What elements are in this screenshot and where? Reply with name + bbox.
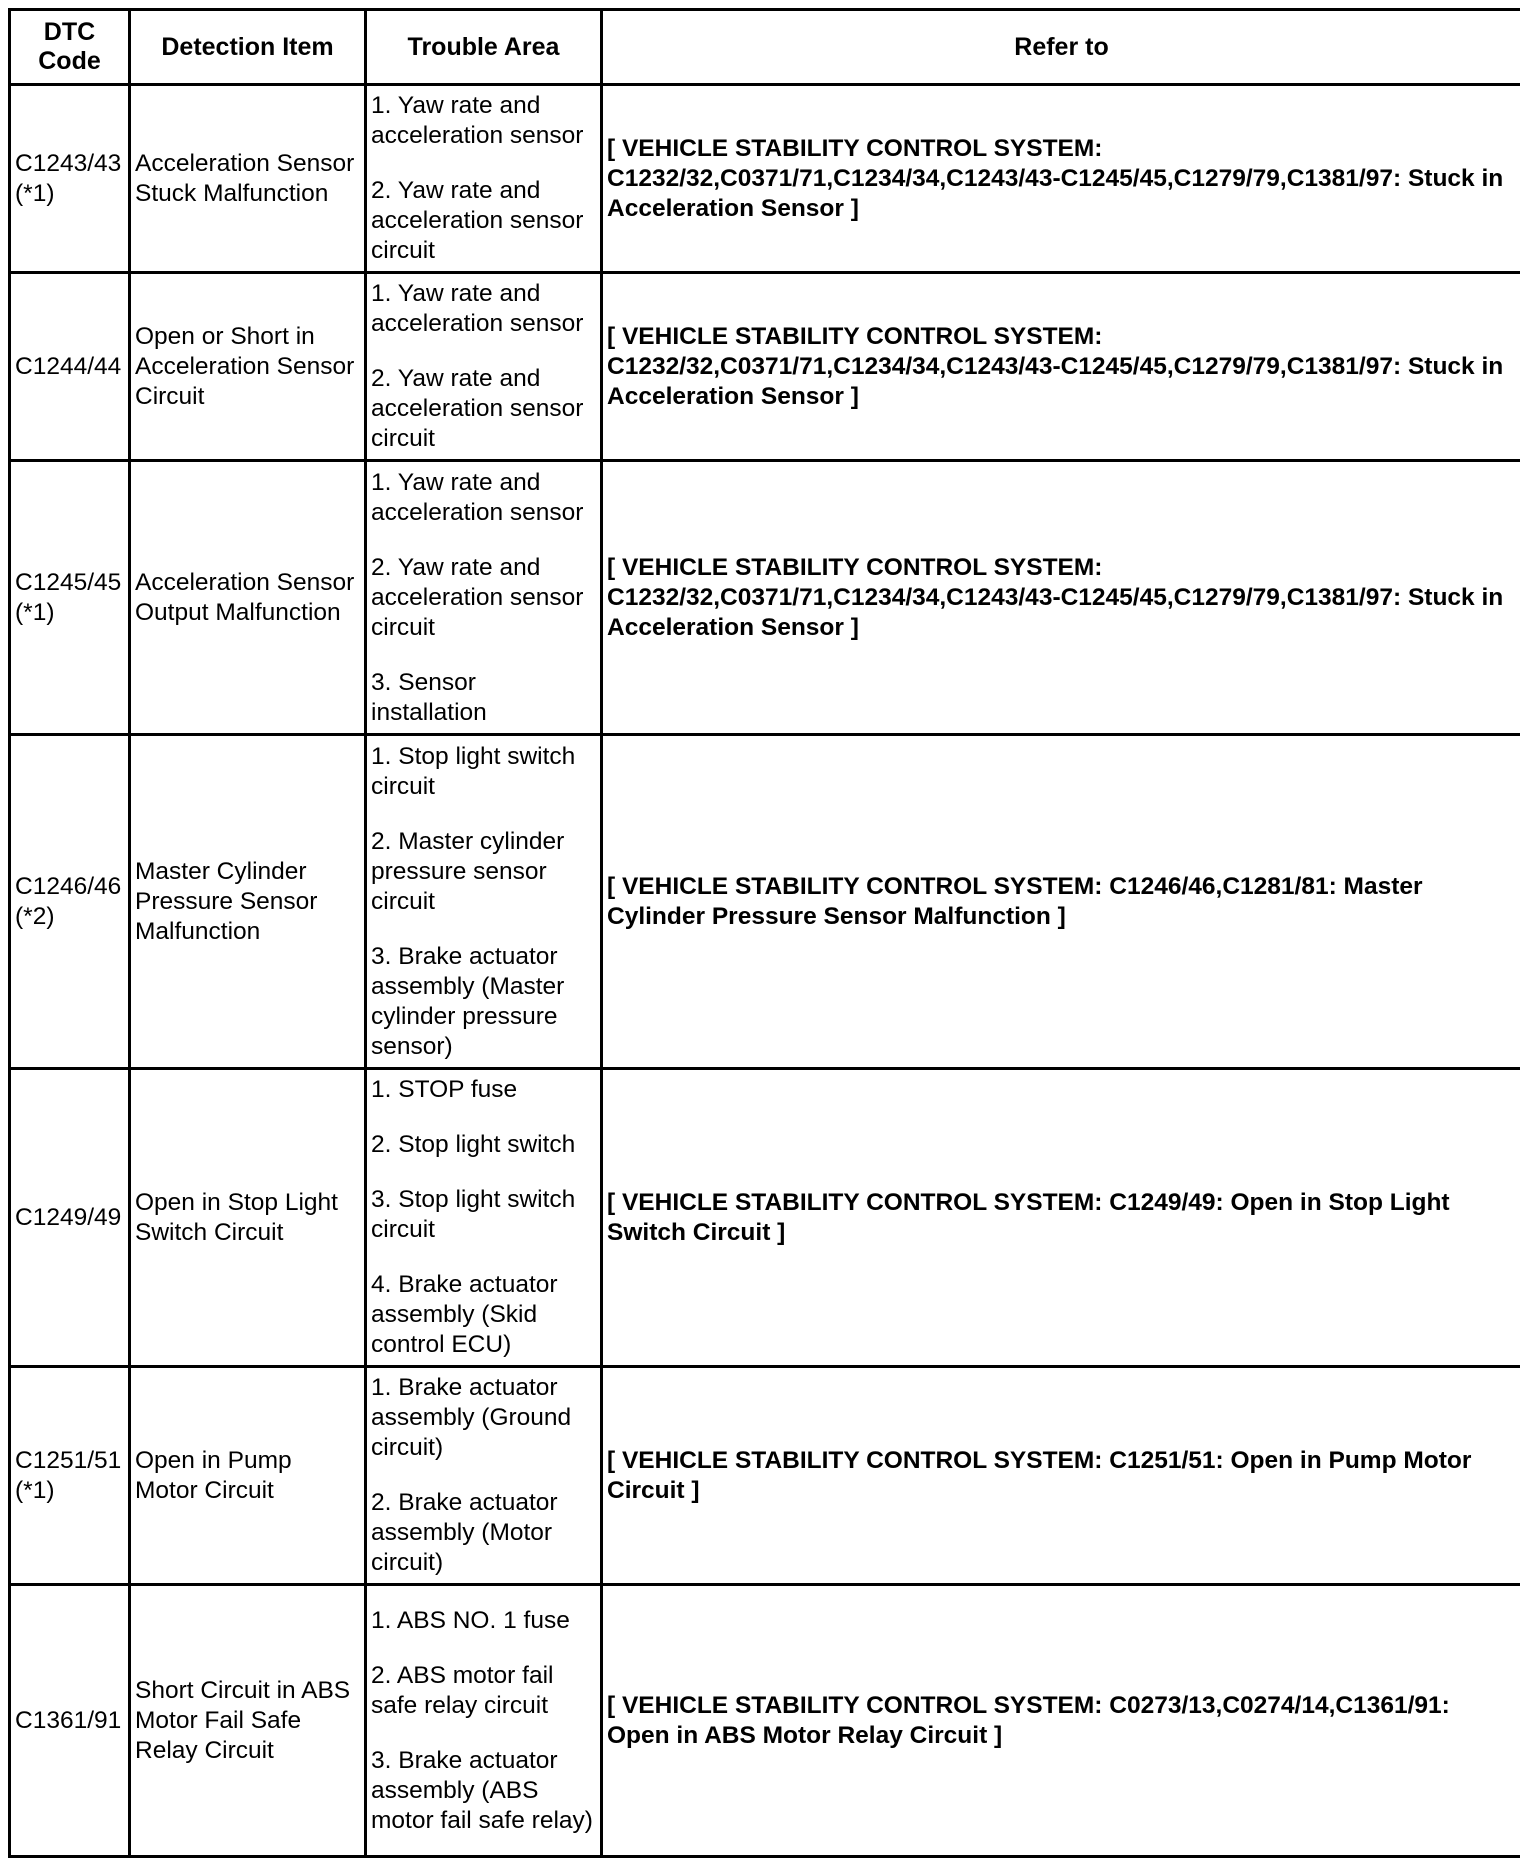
detection-item: Short Circuit in ABS Motor Fail Safe Relay Circuit (130, 1585, 366, 1857)
trouble-area-item: 2. Brake actuator assembly (Motor circuit) (371, 1488, 596, 1578)
dtc-code: C1246/46 (15, 872, 124, 902)
dtc-code-cell (10, 1367, 130, 1585)
dtc-table-wrapper (8, 8, 1520, 1858)
dtc-note: (*2) (15, 902, 124, 932)
dtc-code: C1251/51 (15, 1446, 124, 1476)
header-dtc-code (10, 10, 130, 85)
table-row (10, 461, 1520, 735)
dtc-code: C1243/43 (15, 149, 124, 179)
table-row (10, 735, 1520, 1069)
detection-item: Acceleration Sensor Output Malfunction (130, 461, 366, 735)
refer-to-link[interactable]: [ VEHICLE STABILITY CONTROL SYSTEM: C1232/32,C0371/71,C1234/34,C1243/43-C1245/45,C1279/79,C1381/97: Stuck in Acceleration Sensor ] (602, 461, 1520, 735)
trouble-area-item: 3. Sensor installation (371, 668, 596, 728)
refer-to-link[interactable]: [ VEHICLE STABILITY CONTROL SYSTEM: C1232/32,C0371/71,C1234/34,C1243/43-C1245/45,C1279/79,C1381/97: Stuck in Acceleration Sensor ] (602, 85, 1520, 273)
detection-item: Master Cylinder Pressure Sensor Malfunction (130, 735, 366, 1069)
dtc-code-cell (10, 1069, 130, 1367)
dtc-note: (*1) (15, 1476, 124, 1506)
header-dtc-code-line1: DTC (15, 18, 124, 47)
dtc-code: C1249/49 (15, 1203, 124, 1233)
table-row (10, 85, 1520, 273)
dtc-code-cell (10, 735, 130, 1069)
table-row (10, 1585, 1520, 1857)
detection-item: Open in Stop Light Switch Circuit (130, 1069, 366, 1367)
header-trouble-area: Trouble Area (366, 10, 602, 85)
refer-to-link[interactable]: [ VEHICLE STABILITY CONTROL SYSTEM: C0273/13,C0274/14,C1361/91: Open in ABS Motor Relay Circuit ] (602, 1585, 1520, 1857)
trouble-area-cell (366, 735, 602, 1069)
trouble-area-item: 3. Brake actuator assembly (ABS motor fail safe relay) (371, 1746, 596, 1836)
header-refer-to: Refer to (602, 10, 1520, 85)
trouble-area-item: 1. Yaw rate and acceleration sensor (371, 468, 596, 528)
table-row (10, 273, 1520, 461)
header-row (10, 10, 1520, 85)
trouble-area-item: 2. Yaw rate and acceleration sensor circuit (371, 364, 596, 454)
refer-to-link[interactable]: [ VEHICLE STABILITY CONTROL SYSTEM: C1249/49: Open in Stop Light Switch Circuit ] (602, 1069, 1520, 1367)
trouble-area-item: 1. Yaw rate and acceleration sensor (371, 279, 596, 339)
refer-to-link[interactable]: [ VEHICLE STABILITY CONTROL SYSTEM: C1232/32,C0371/71,C1234/34,C1243/43-C1245/45,C1279/79,C1381/97: Stuck in Acceleration Sensor ] (602, 273, 1520, 461)
trouble-area-cell (366, 273, 602, 461)
trouble-area-item: 2. Yaw rate and acceleration sensor circuit (371, 553, 596, 643)
trouble-area-cell (366, 1069, 602, 1367)
refer-to-link[interactable]: [ VEHICLE STABILITY CONTROL SYSTEM: C1251/51: Open in Pump Motor Circuit ] (602, 1367, 1520, 1585)
detection-item: Open in Pump Motor Circuit (130, 1367, 366, 1585)
trouble-area-item: 2. Stop light switch (371, 1130, 596, 1160)
trouble-area-item: 2. ABS motor fail safe relay circuit (371, 1661, 596, 1721)
detection-item: Acceleration Sensor Stuck Malfunction (130, 85, 366, 273)
dtc-note: (*1) (15, 179, 124, 209)
table-row (10, 1367, 1520, 1585)
dtc-code-cell (10, 1585, 130, 1857)
trouble-area-cell (366, 1367, 602, 1585)
dtc-note: (*1) (15, 598, 124, 628)
header-detection-item: Detection Item (130, 10, 366, 85)
dtc-code-cell (10, 461, 130, 735)
trouble-area-item: 1. Yaw rate and acceleration sensor (371, 91, 596, 151)
refer-to-link[interactable]: [ VEHICLE STABILITY CONTROL SYSTEM: C1246/46,C1281/81: Master Cylinder Pressure Sensor Malfunction ] (602, 735, 1520, 1069)
trouble-area-item: 4. Brake actuator assembly (Skid control ECU) (371, 1270, 596, 1360)
dtc-code: C1244/44 (15, 352, 124, 382)
trouble-area-item: 2. Master cylinder pressure sensor circuit (371, 827, 596, 917)
trouble-area-item: 1. STOP fuse (371, 1075, 596, 1105)
table-row (10, 1069, 1520, 1367)
dtc-table (8, 8, 1520, 1858)
trouble-area-item: 3. Brake actuator assembly (Master cylinder pressure sensor) (371, 942, 596, 1062)
trouble-area-cell (366, 461, 602, 735)
trouble-area-cell (366, 1585, 602, 1857)
trouble-area-item: 2. Yaw rate and acceleration sensor circuit (371, 176, 596, 266)
detection-item: Open or Short in Acceleration Sensor Circuit (130, 273, 366, 461)
dtc-code-cell (10, 85, 130, 273)
dtc-code: C1361/91 (15, 1706, 124, 1736)
trouble-area-item: 1. Brake actuator assembly (Ground circuit) (371, 1373, 596, 1463)
trouble-area-cell (366, 85, 602, 273)
trouble-area-item: 1. Stop light switch circuit (371, 742, 596, 802)
trouble-area-item: 1. ABS NO. 1 fuse (371, 1606, 596, 1636)
header-dtc-code-line2: Code (15, 47, 124, 76)
trouble-area-item: 3. Stop light switch circuit (371, 1185, 596, 1245)
dtc-code: C1245/45 (15, 568, 124, 598)
dtc-code-cell (10, 273, 130, 461)
